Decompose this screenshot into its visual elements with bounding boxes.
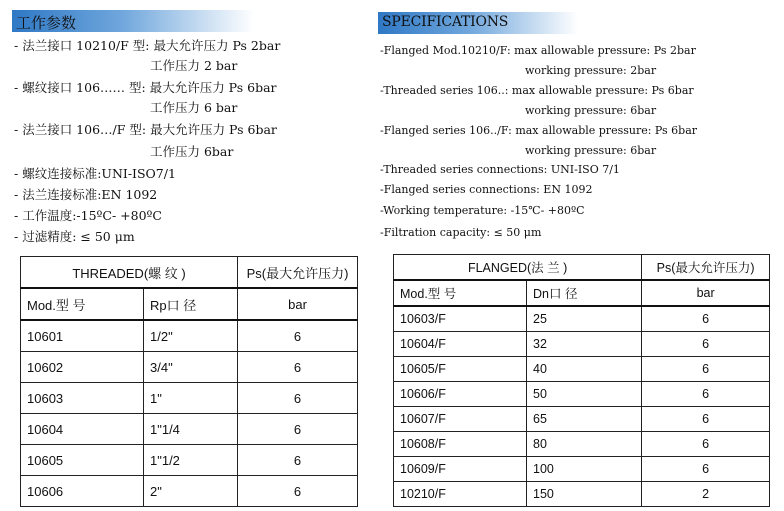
column-header-model: Mod.型 号 (21, 288, 144, 320)
table-header-pressure: Ps(最大允许压力) (238, 257, 358, 289)
cell-model: 10603/F (394, 306, 527, 332)
table-header-group: FLANGED(法 兰 ) (394, 255, 642, 281)
cell-size: 3/4" (144, 352, 238, 383)
table-row (394, 432, 770, 457)
cell-ps: 6 (238, 320, 358, 352)
section-title-en: SPECIFICATIONS (382, 14, 509, 30)
cell-ps: 6 (642, 432, 770, 457)
cell-ps: 6 (642, 357, 770, 382)
cell-size: 32 (527, 332, 642, 357)
column-header-size: Rp口 径 (144, 288, 238, 320)
spec-line: - 过滤精度: ≤ 50 μm (14, 229, 135, 244)
cell-size: 150 (527, 482, 642, 507)
cell-size: 80 (527, 432, 642, 457)
cell-model: 10606/F (394, 382, 527, 407)
section-header-cn (12, 10, 254, 32)
spec-line: - 螺纹接口 106…… 型: 最大允许压力 Ps 6bar (14, 80, 277, 95)
column-header-size: Dn口 径 (527, 280, 642, 306)
spec-line: -Flanged series 106../F: max allowable pressure: Ps 6bar (380, 124, 698, 137)
column-header-unit: bar (238, 288, 358, 320)
cell-model: 10605 (21, 445, 144, 476)
spec-line-sub: 工作压力 6bar (150, 144, 234, 159)
flanged-table (393, 254, 770, 507)
cell-model: 10608/F (394, 432, 527, 457)
table-row (21, 476, 358, 507)
table-row (21, 352, 358, 383)
cell-ps: 6 (642, 332, 770, 357)
table-row (21, 320, 358, 352)
cell-model: 10605/F (394, 357, 527, 382)
spec-line: - 螺纹连接标准:UNI-ISO7/1 (14, 166, 176, 181)
cell-model: 10607/F (394, 407, 527, 432)
column-header-model: Mod.型 号 (394, 280, 527, 306)
cell-model: 10603 (21, 383, 144, 414)
table-row (21, 383, 358, 414)
table-row (21, 414, 358, 445)
cell-size: 65 (527, 407, 642, 432)
cell-size: 2" (144, 476, 238, 507)
cell-ps: 6 (642, 306, 770, 332)
table-row (394, 457, 770, 482)
column-header-unit: bar (642, 280, 770, 306)
cell-size: 1"1/2 (144, 445, 238, 476)
cell-model: 10210/F (394, 482, 527, 507)
cell-size: 40 (527, 357, 642, 382)
spec-line: - 法兰接口 10210/F 型: 最大允许压力 Ps 2bar (14, 38, 281, 53)
spec-line: -Flanged Mod.10210/F: max allowable pressure: Ps 2bar (380, 44, 696, 57)
table-row (394, 407, 770, 432)
table-row (394, 382, 770, 407)
cell-model: 10602 (21, 352, 144, 383)
cell-size: 1" (144, 383, 238, 414)
cell-size: 50 (527, 382, 642, 407)
threaded-table (20, 256, 358, 507)
cell-model: 10606 (21, 476, 144, 507)
spec-line: - 法兰连接标准:EN 1092 (14, 187, 158, 202)
cell-ps: 6 (642, 382, 770, 407)
spec-line: -Working temperature: -15℃- +80ºC (380, 204, 585, 217)
spec-line: -Flanged series connections: EN 1092 (380, 183, 593, 196)
cell-ps: 6 (238, 352, 358, 383)
spec-line-sub: working pressure: 6bar (525, 104, 657, 117)
cell-model: 10601 (21, 320, 144, 352)
spec-line-sub: working pressure: 6bar (525, 144, 657, 157)
cell-model: 10609/F (394, 457, 527, 482)
spec-line-sub: 工作压力 2 bar (150, 58, 238, 73)
spec-line: -Threaded series connections: UNI-ISO 7/1 (380, 163, 620, 176)
spec-line: -Threaded series 106..: max allowable pressure: Ps 6bar (380, 84, 694, 97)
spec-line-sub: 工作压力 6 bar (150, 100, 238, 115)
table-row (394, 332, 770, 357)
section-title-cn: 工作参数 (16, 14, 77, 32)
section-header-en (378, 12, 578, 34)
table-row (21, 445, 358, 476)
cell-size: 1/2" (144, 320, 238, 352)
table-header-pressure: Ps(最大允许压力) (642, 255, 770, 281)
cell-size: 1"1/4 (144, 414, 238, 445)
table-row (394, 306, 770, 332)
table-header-group: THREADED(螺 纹 ) (21, 257, 238, 289)
cell-ps: 2 (642, 482, 770, 507)
cell-size: 25 (527, 306, 642, 332)
cell-ps: 6 (642, 457, 770, 482)
table-row (394, 357, 770, 382)
spec-line-sub: working pressure: 2bar (525, 64, 657, 77)
spec-line: - 法兰接口 106…/F 型: 最大允许压力 Ps 6bar (14, 122, 277, 137)
cell-ps: 6 (238, 445, 358, 476)
cell-ps: 6 (238, 383, 358, 414)
spec-line: - 工作温度:-15ºC- +80ºC (14, 208, 162, 223)
cell-model: 10604 (21, 414, 144, 445)
cell-ps: 6 (238, 476, 358, 507)
table-row (394, 482, 770, 507)
spec-line: -Filtration capacity: ≤ 50 μm (380, 226, 542, 239)
cell-size: 100 (527, 457, 642, 482)
cell-model: 10604/F (394, 332, 527, 357)
cell-ps: 6 (238, 414, 358, 445)
cell-ps: 6 (642, 407, 770, 432)
